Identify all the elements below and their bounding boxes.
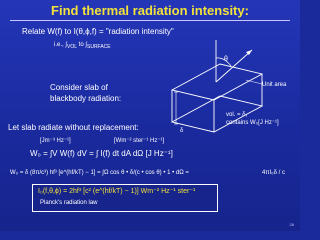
consider-line-1: Consider slab of	[50, 83, 108, 92]
planck-formula: I₀(f,θ,ϕ) = 2hf³ [c² (e^(hf/kT) − 1)] Wm⁻² Hz⁻¹ ster⁻¹	[38, 188, 196, 195]
equation-1: W₀ = ∫V W(f) dV = ∫ I(f) dt dA dΩ [J Hz⁻¹]	[30, 149, 173, 158]
unit-area-label: Unit area	[262, 82, 287, 88]
units-w: [Jm⁻³ Hz⁻¹]	[40, 138, 71, 144]
ie-to: to ∫	[78, 42, 87, 48]
theta-label: θ	[224, 56, 228, 63]
equation-2: W₀ = δ (8π/c³) hf³ [e^(hf/kT) − 1] = ∫Ω cos θ • δ/(c • cos θ) • 1 • dΩ =	[10, 170, 189, 176]
slide-title: Find thermal radiation intensity:	[51, 3, 249, 18]
planck-caption: Planck's radiation law	[40, 200, 98, 206]
equation-2-result: 4πI₀δ / c	[262, 170, 285, 176]
unit-area-pointer	[246, 80, 262, 84]
page-number: 26	[289, 222, 294, 227]
slab-top-face	[172, 64, 262, 100]
ray-arrow	[216, 50, 252, 82]
vol-label: vol. = δ,	[226, 112, 248, 118]
ie-sub-surface: SURFACE	[87, 44, 111, 51]
ie-prefix: i.e., ∫	[54, 42, 67, 48]
consider-line-2: blackbody radiation:	[50, 94, 122, 103]
delta-label: δ	[180, 128, 184, 134]
slab-bottom-face	[172, 96, 262, 132]
units-i: [Wm⁻² ster⁻¹ Hz⁻¹]	[114, 138, 165, 144]
ie-sub-vol: VOL	[66, 44, 77, 51]
slab-line: Let slab radiate without replacement:	[8, 123, 139, 132]
relate-line: Relate W(f) to I(θ,ϕ,f) = "radiation intensity"	[22, 27, 174, 36]
contains-label: contains W₀[J Hz⁻¹]	[226, 120, 279, 126]
